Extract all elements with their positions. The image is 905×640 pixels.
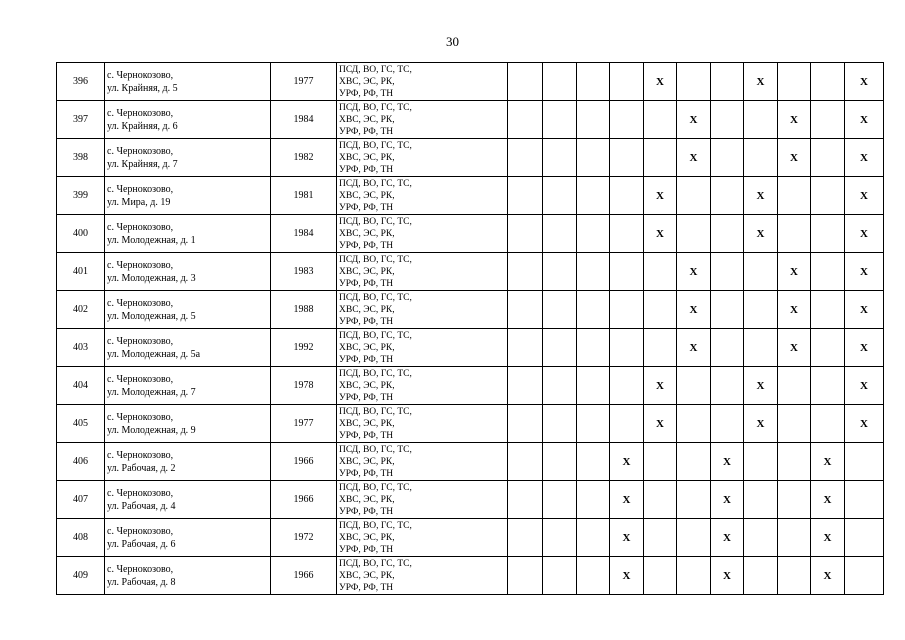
mark-cell: [778, 367, 811, 405]
year-cell: 1977: [271, 63, 337, 101]
mark-cell: [778, 481, 811, 519]
systems-line: ПСД, ВО, ГС, ТС,: [339, 368, 412, 379]
mark-cell: [543, 63, 577, 101]
mark-cell: [711, 63, 744, 101]
mark-cell: [610, 63, 644, 101]
mark-cell: X: [711, 519, 744, 557]
mark-cell: [610, 101, 644, 139]
page-number: 30: [446, 34, 459, 49]
mark-cell: X: [845, 101, 884, 139]
mark-cell: X: [644, 367, 677, 405]
address-street: ул. Молодежная, д. 5: [107, 310, 196, 322]
address-cell: [105, 481, 271, 519]
mark-cell: [543, 367, 577, 405]
mark-cell: X: [811, 443, 845, 481]
mark-cell: X: [778, 329, 811, 367]
address-settlement: с. Чернокозово,: [107, 145, 174, 157]
row-number: 397: [57, 101, 105, 139]
mark-cell: X: [811, 519, 845, 557]
systems-line: ХВС, ЭС, РК,: [339, 532, 395, 543]
address-cell: [105, 101, 271, 139]
mark-cell: [677, 443, 711, 481]
mark-cell: X: [845, 215, 884, 253]
mark-cell: [577, 519, 610, 557]
systems-line: ХВС, ЭС, РК,: [339, 190, 395, 201]
mark-cell: [778, 443, 811, 481]
mark-cell: [508, 215, 543, 253]
row-number: 404: [57, 367, 105, 405]
mark-cell: X: [811, 481, 845, 519]
mark-cell: X: [744, 63, 778, 101]
systems-line: ХВС, ЭС, РК,: [339, 342, 395, 353]
mark-cell: [543, 177, 577, 215]
systems-line: УРФ, РФ, ТН: [339, 354, 394, 365]
mark-cell: [577, 481, 610, 519]
systems-cell: [337, 367, 508, 405]
systems-line: ПСД, ВО, ГС, ТС,: [339, 406, 412, 417]
mark-cell: [577, 101, 610, 139]
address-settlement: с. Чернокозово,: [107, 563, 174, 575]
systems-line: УРФ, РФ, ТН: [339, 392, 394, 403]
mark-cell: [778, 215, 811, 253]
mark-cell: [644, 139, 677, 177]
mark-cell: X: [744, 215, 778, 253]
address-settlement: с. Чернокозово,: [107, 297, 174, 309]
systems-cell: [337, 443, 508, 481]
systems-cell: [337, 519, 508, 557]
address-street: ул. Крайняя, д. 6: [107, 120, 178, 132]
systems-line: ХВС, ЭС, РК,: [339, 152, 395, 163]
table-row: [57, 405, 884, 443]
systems-line: УРФ, РФ, ТН: [339, 430, 394, 441]
mark-cell: [577, 253, 610, 291]
address-street: ул. Молодежная, д. 1: [107, 234, 196, 246]
mark-cell: [744, 481, 778, 519]
systems-line: УРФ, РФ, ТН: [339, 468, 394, 479]
mark-cell: [644, 253, 677, 291]
mark-cell: [677, 177, 711, 215]
year-cell: 1984: [271, 101, 337, 139]
mark-cell: [677, 215, 711, 253]
row-number: 406: [57, 443, 105, 481]
mark-cell: [577, 291, 610, 329]
mark-cell: [711, 367, 744, 405]
systems-line: УРФ, РФ, ТН: [339, 544, 394, 555]
mark-cell: [577, 139, 610, 177]
mark-cell: [577, 443, 610, 481]
address-settlement: с. Чернокозово,: [107, 69, 174, 81]
mark-cell: X: [845, 63, 884, 101]
systems-line: ПСД, ВО, ГС, ТС,: [339, 330, 412, 341]
address-settlement: с. Чернокозово,: [107, 107, 174, 119]
year-cell: 1982: [271, 139, 337, 177]
table-row: [57, 139, 884, 177]
address-street: ул. Молодежная, д. 3: [107, 272, 196, 284]
mark-cell: [811, 139, 845, 177]
mark-cell: [577, 63, 610, 101]
mark-cell: X: [778, 291, 811, 329]
mark-cell: [508, 329, 543, 367]
mark-cell: X: [845, 253, 884, 291]
systems-cell: [337, 329, 508, 367]
mark-cell: [610, 139, 644, 177]
mark-cell: [644, 101, 677, 139]
systems-cell: [337, 177, 508, 215]
mark-cell: X: [677, 329, 711, 367]
mark-cell: [508, 177, 543, 215]
mark-cell: [744, 291, 778, 329]
mark-cell: [543, 443, 577, 481]
mark-cell: [677, 481, 711, 519]
mark-cell: [778, 519, 811, 557]
address-cell: [105, 557, 271, 595]
mark-cell: [508, 253, 543, 291]
systems-cell: [337, 291, 508, 329]
mark-cell: [508, 101, 543, 139]
mark-cell: [644, 481, 677, 519]
year-cell: 1992: [271, 329, 337, 367]
mark-cell: [744, 101, 778, 139]
mark-cell: [644, 329, 677, 367]
mark-cell: X: [610, 557, 644, 595]
systems-line: ПСД, ВО, ГС, ТС,: [339, 292, 412, 303]
mark-cell: [711, 405, 744, 443]
mark-cell: [543, 101, 577, 139]
mark-cell: [508, 63, 543, 101]
mark-cell: [610, 215, 644, 253]
row-number: 408: [57, 519, 105, 557]
mark-cell: [610, 253, 644, 291]
systems-line: ХВС, ЭС, РК,: [339, 570, 395, 581]
systems-line: ПСД, ВО, ГС, ТС,: [339, 520, 412, 531]
mark-cell: [711, 329, 744, 367]
systems-line: УРФ, РФ, ТН: [339, 164, 394, 175]
year-cell: 1966: [271, 443, 337, 481]
mark-cell: X: [711, 481, 744, 519]
address-street: ул. Крайняя, д. 5: [107, 82, 178, 94]
systems-line: УРФ, РФ, ТН: [339, 582, 394, 593]
systems-line: ХВС, ЭС, РК,: [339, 76, 395, 87]
systems-line: ПСД, ВО, ГС, ТС,: [339, 558, 412, 569]
table-row: [57, 63, 884, 101]
mark-cell: [644, 519, 677, 557]
mark-cell: X: [744, 405, 778, 443]
mark-cell: X: [811, 557, 845, 595]
systems-cell: [337, 405, 508, 443]
mark-cell: [778, 405, 811, 443]
mark-cell: X: [644, 177, 677, 215]
row-number: 407: [57, 481, 105, 519]
address-cell: [105, 291, 271, 329]
address-street: ул. Молодежная, д. 7: [107, 386, 196, 398]
mark-cell: [543, 557, 577, 595]
systems-line: ХВС, ЭС, РК,: [339, 494, 395, 505]
table-row: [57, 557, 884, 595]
systems-line: ХВС, ЭС, РК,: [339, 418, 395, 429]
row-number: 399: [57, 177, 105, 215]
mark-cell: [711, 215, 744, 253]
year-cell: 1966: [271, 557, 337, 595]
mark-cell: [508, 367, 543, 405]
systems-line: УРФ, РФ, ТН: [339, 88, 394, 99]
table-body: [57, 63, 884, 595]
table-row: [57, 291, 884, 329]
table-row: [57, 329, 884, 367]
table-row: [57, 101, 884, 139]
systems-line: ХВС, ЭС, РК,: [339, 114, 395, 125]
systems-line: УРФ, РФ, ТН: [339, 202, 394, 213]
systems-cell: [337, 63, 508, 101]
mark-cell: [744, 519, 778, 557]
mark-cell: [711, 139, 744, 177]
mark-cell: [508, 139, 543, 177]
mark-cell: [811, 367, 845, 405]
mark-cell: [845, 443, 884, 481]
systems-line: ХВС, ЭС, РК,: [339, 456, 395, 467]
mark-cell: [744, 139, 778, 177]
address-cell: [105, 405, 271, 443]
address-street: ул. Рабочая, д. 8: [107, 576, 176, 588]
address-settlement: с. Чернокозово,: [107, 183, 174, 195]
address-settlement: с. Чернокозово,: [107, 487, 174, 499]
mark-cell: [577, 177, 610, 215]
mark-cell: [508, 519, 543, 557]
table-row: [57, 519, 884, 557]
year-cell: 1966: [271, 481, 337, 519]
systems-cell: [337, 101, 508, 139]
mark-cell: [508, 291, 543, 329]
address-street: ул. Молодежная, д. 9: [107, 424, 196, 436]
systems-cell: [337, 481, 508, 519]
mark-cell: X: [711, 443, 744, 481]
row-number: 409: [57, 557, 105, 595]
mark-cell: [577, 215, 610, 253]
mark-cell: X: [845, 329, 884, 367]
table-row: [57, 215, 884, 253]
mark-cell: [811, 329, 845, 367]
mark-cell: [811, 291, 845, 329]
mark-cell: X: [644, 405, 677, 443]
address-cell: [105, 177, 271, 215]
mark-cell: X: [744, 367, 778, 405]
mark-cell: [543, 291, 577, 329]
mark-cell: [644, 443, 677, 481]
mark-cell: X: [677, 139, 711, 177]
mark-cell: [744, 329, 778, 367]
row-number: 401: [57, 253, 105, 291]
row-number: 403: [57, 329, 105, 367]
year-cell: 1988: [271, 291, 337, 329]
mark-cell: [711, 253, 744, 291]
mark-cell: X: [644, 63, 677, 101]
mark-cell: [610, 329, 644, 367]
mark-cell: [577, 405, 610, 443]
year-cell: 1972: [271, 519, 337, 557]
address-cell: [105, 519, 271, 557]
systems-line: ХВС, ЭС, РК,: [339, 266, 395, 277]
mark-cell: [543, 519, 577, 557]
address-settlement: с. Чернокозово,: [107, 411, 174, 423]
mark-cell: X: [610, 481, 644, 519]
mark-cell: [845, 481, 884, 519]
row-number: 402: [57, 291, 105, 329]
mark-cell: [610, 291, 644, 329]
buildings-table: [56, 62, 884, 595]
mark-cell: [677, 405, 711, 443]
systems-line: ПСД, ВО, ГС, ТС,: [339, 102, 412, 113]
mark-cell: [677, 367, 711, 405]
row-number: 398: [57, 139, 105, 177]
mark-cell: [778, 557, 811, 595]
mark-cell: X: [845, 405, 884, 443]
systems-line: ПСД, ВО, ГС, ТС,: [339, 64, 412, 75]
mark-cell: X: [845, 367, 884, 405]
address-cell: [105, 367, 271, 405]
mark-cell: [543, 139, 577, 177]
year-cell: 1977: [271, 405, 337, 443]
row-number: 405: [57, 405, 105, 443]
table-row: [57, 253, 884, 291]
systems-line: ПСД, ВО, ГС, ТС,: [339, 216, 412, 227]
mark-cell: X: [845, 177, 884, 215]
mark-cell: [744, 253, 778, 291]
mark-cell: [508, 557, 543, 595]
year-cell: 1983: [271, 253, 337, 291]
mark-cell: [508, 481, 543, 519]
mark-cell: X: [778, 101, 811, 139]
systems-line: ПСД, ВО, ГС, ТС,: [339, 254, 412, 265]
address-cell: [105, 139, 271, 177]
mark-cell: [610, 405, 644, 443]
mark-cell: [711, 101, 744, 139]
mark-cell: [543, 215, 577, 253]
address-settlement: с. Чернокозово,: [107, 221, 174, 233]
mark-cell: [610, 177, 644, 215]
year-cell: 1981: [271, 177, 337, 215]
systems-line: ХВС, ЭС, РК,: [339, 380, 395, 391]
mark-cell: [811, 215, 845, 253]
table-row: [57, 443, 884, 481]
mark-cell: [577, 557, 610, 595]
systems-line: УРФ, РФ, ТН: [339, 126, 394, 137]
mark-cell: [744, 443, 778, 481]
address-cell: [105, 329, 271, 367]
address-street: ул. Молодежная, д. 5а: [107, 348, 201, 360]
systems-cell: [337, 557, 508, 595]
systems-cell: [337, 215, 508, 253]
mark-cell: [811, 253, 845, 291]
mark-cell: [577, 329, 610, 367]
systems-cell: [337, 253, 508, 291]
systems-line: ПСД, ВО, ГС, ТС,: [339, 140, 412, 151]
mark-cell: [644, 557, 677, 595]
mark-cell: [610, 367, 644, 405]
systems-line: УРФ, РФ, ТН: [339, 278, 394, 289]
mark-cell: X: [711, 557, 744, 595]
row-number: 396: [57, 63, 105, 101]
systems-line: ПСД, ВО, ГС, ТС,: [339, 178, 412, 189]
systems-line: УРФ, РФ, ТН: [339, 240, 394, 251]
year-cell: 1978: [271, 367, 337, 405]
systems-cell: [337, 139, 508, 177]
mark-cell: [811, 405, 845, 443]
mark-cell: [577, 367, 610, 405]
mark-cell: [508, 405, 543, 443]
mark-cell: X: [677, 291, 711, 329]
mark-cell: X: [845, 291, 884, 329]
address-street: ул. Рабочая, д. 2: [107, 462, 176, 474]
mark-cell: X: [778, 139, 811, 177]
address-settlement: с. Чернокозово,: [107, 525, 174, 537]
systems-line: УРФ, РФ, ТН: [339, 506, 394, 517]
address-cell: [105, 63, 271, 101]
table-row: [57, 481, 884, 519]
mark-cell: X: [744, 177, 778, 215]
systems-line: ПСД, ВО, ГС, ТС,: [339, 482, 412, 493]
mark-cell: X: [778, 253, 811, 291]
mark-cell: [677, 63, 711, 101]
address-cell: [105, 253, 271, 291]
systems-line: УРФ, РФ, ТН: [339, 316, 394, 327]
address-street: ул. Крайняя, д. 7: [107, 158, 178, 170]
address-cell: [105, 215, 271, 253]
address-settlement: с. Чернокозово,: [107, 335, 174, 347]
systems-line: ХВС, ЭС, РК,: [339, 304, 395, 315]
mark-cell: [711, 291, 744, 329]
mark-cell: [845, 557, 884, 595]
address-settlement: с. Чернокозово,: [107, 259, 174, 271]
mark-cell: [543, 329, 577, 367]
mark-cell: [845, 519, 884, 557]
mark-cell: X: [644, 215, 677, 253]
mark-cell: [778, 63, 811, 101]
address-street: ул. Мира, д. 19: [107, 196, 171, 208]
address-cell: [105, 443, 271, 481]
table-row: [57, 177, 884, 215]
mark-cell: [508, 443, 543, 481]
mark-cell: X: [677, 253, 711, 291]
mark-cell: [744, 557, 778, 595]
address-settlement: с. Чернокозово,: [107, 373, 174, 385]
mark-cell: X: [845, 139, 884, 177]
mark-cell: [543, 405, 577, 443]
mark-cell: [811, 177, 845, 215]
mark-cell: X: [677, 101, 711, 139]
mark-cell: [811, 101, 845, 139]
mark-cell: [543, 253, 577, 291]
table-row: [57, 367, 884, 405]
mark-cell: X: [610, 519, 644, 557]
mark-cell: X: [610, 443, 644, 481]
address-street: ул. Рабочая, д. 4: [107, 500, 176, 512]
address-street: ул. Рабочая, д. 6: [107, 538, 176, 550]
mark-cell: [811, 63, 845, 101]
year-cell: 1984: [271, 215, 337, 253]
mark-cell: [677, 519, 711, 557]
mark-cell: [644, 291, 677, 329]
systems-line: ПСД, ВО, ГС, ТС,: [339, 444, 412, 455]
address-settlement: с. Чернокозово,: [107, 449, 174, 461]
mark-cell: [543, 481, 577, 519]
mark-cell: [711, 177, 744, 215]
row-number: 400: [57, 215, 105, 253]
systems-line: ХВС, ЭС, РК,: [339, 228, 395, 239]
mark-cell: [677, 557, 711, 595]
mark-cell: [778, 177, 811, 215]
